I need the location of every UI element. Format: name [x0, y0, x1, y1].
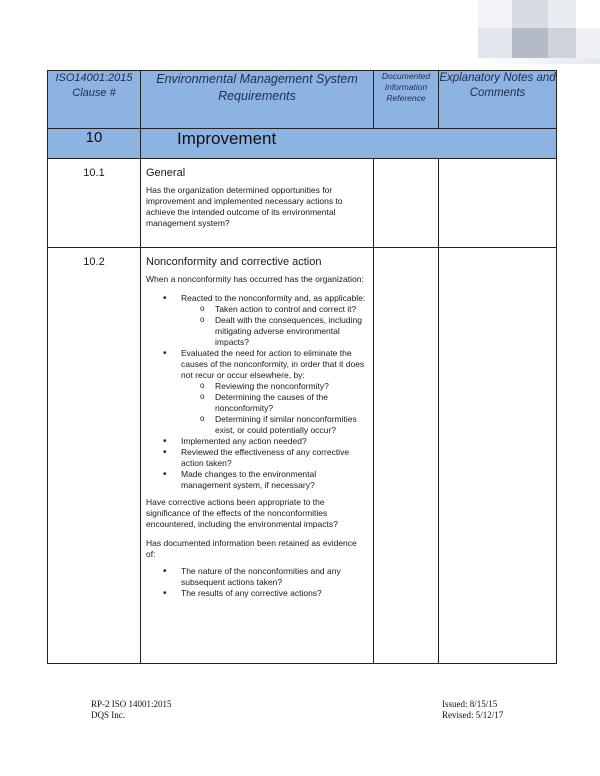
documented-info-cell[interactable]: [374, 248, 439, 664]
footer-issued: Issued: 8/15/15: [442, 699, 498, 709]
list-item: o Dealt with the consequences, including mitigating adverse environmental impacts?: [181, 315, 367, 348]
section-number: 10: [48, 129, 141, 159]
footer-left: [91, 699, 172, 721]
documented-info-cell[interactable]: [374, 159, 439, 248]
requirements-table: [47, 70, 557, 664]
list-item: • The results of any corrective actions?: [146, 588, 367, 599]
bullet-list: [146, 293, 367, 491]
list-item: o Taken action to control and correct it?: [181, 304, 367, 315]
list-item: o Reviewing the nonconformity?: [181, 381, 367, 392]
clause-number: 10.2: [48, 248, 141, 664]
company-logo: [478, 0, 600, 64]
requirement-heading: Nonconformity and corrective action: [146, 256, 322, 268]
list-item: • Evaluated the need for action to eliminate the causes of the nonconformity, in order that it does not recur or occur elsewhere, by: o Reviewing the nonconformity? o Determining the causes of the nonconformity? o Determining if similar nonconformities exist, or could potentially occur?: [146, 348, 367, 436]
requirement-cell: [141, 248, 374, 664]
section-title: Improvement: [141, 129, 557, 159]
footer-right: [442, 699, 503, 721]
table-row: [48, 248, 557, 664]
requirement-question: Has documented information been retained as evidence of:: [146, 538, 357, 559]
requirement-intro: When a nonconformity has occurred has the organization:: [146, 274, 364, 284]
list-item: • The nature of the nonconformities and any subsequent actions taken?: [146, 566, 367, 588]
header-clause: ISO14001:2015 Clause #: [48, 71, 141, 129]
notes-cell[interactable]: [439, 248, 557, 664]
footer-revised: Revised: 5/12/17: [442, 710, 504, 720]
list-item: • Reacted to the nonconformity and, as applicable: o Taken action to control and correct it? o Dealt with the consequences, including mitigating adverse environmental impacts?: [146, 293, 367, 348]
list-item: • Reviewed the effectiveness of any corrective action taken?: [146, 447, 367, 469]
header-documented-info: Documented Information Reference: [374, 71, 439, 129]
section-row: [48, 129, 557, 159]
notes-cell[interactable]: [439, 159, 557, 248]
footer-doc-id: RP-2 ISO 14001:2015: [91, 699, 172, 709]
requirement-question: Have corrective actions been appropriate to the significance of the effects of the nonconformities encountered, including the environmental impacts?: [146, 497, 338, 529]
header-requirements: Environmental Management System Requirements: [141, 71, 374, 129]
footer-company: DQS Inc.: [91, 710, 125, 720]
sub-list: [181, 304, 367, 348]
header-notes: Explanatory Notes and Comments: [439, 71, 557, 129]
bullet-list: [146, 566, 367, 599]
table-header-row: [48, 71, 557, 129]
sub-list: [181, 381, 367, 436]
requirement-cell: [141, 159, 374, 248]
list-item: • Implemented any action needed?: [146, 436, 367, 447]
clause-number: 10.1: [48, 159, 141, 248]
requirement-heading: General: [146, 167, 186, 179]
table-row: [48, 159, 557, 248]
list-item: • Made changes to the environmental management system, if necessary?: [146, 469, 367, 491]
list-item: o Determining if similar nonconformities exist, or could potentially occur?: [181, 414, 367, 436]
requirement-question: Has the organization determined opportunities for improvement and implemented necessary actions to achieve the intended outcome of its environmental management system?: [146, 185, 343, 228]
list-item: o Determining the causes of the nonconformity?: [181, 392, 367, 414]
